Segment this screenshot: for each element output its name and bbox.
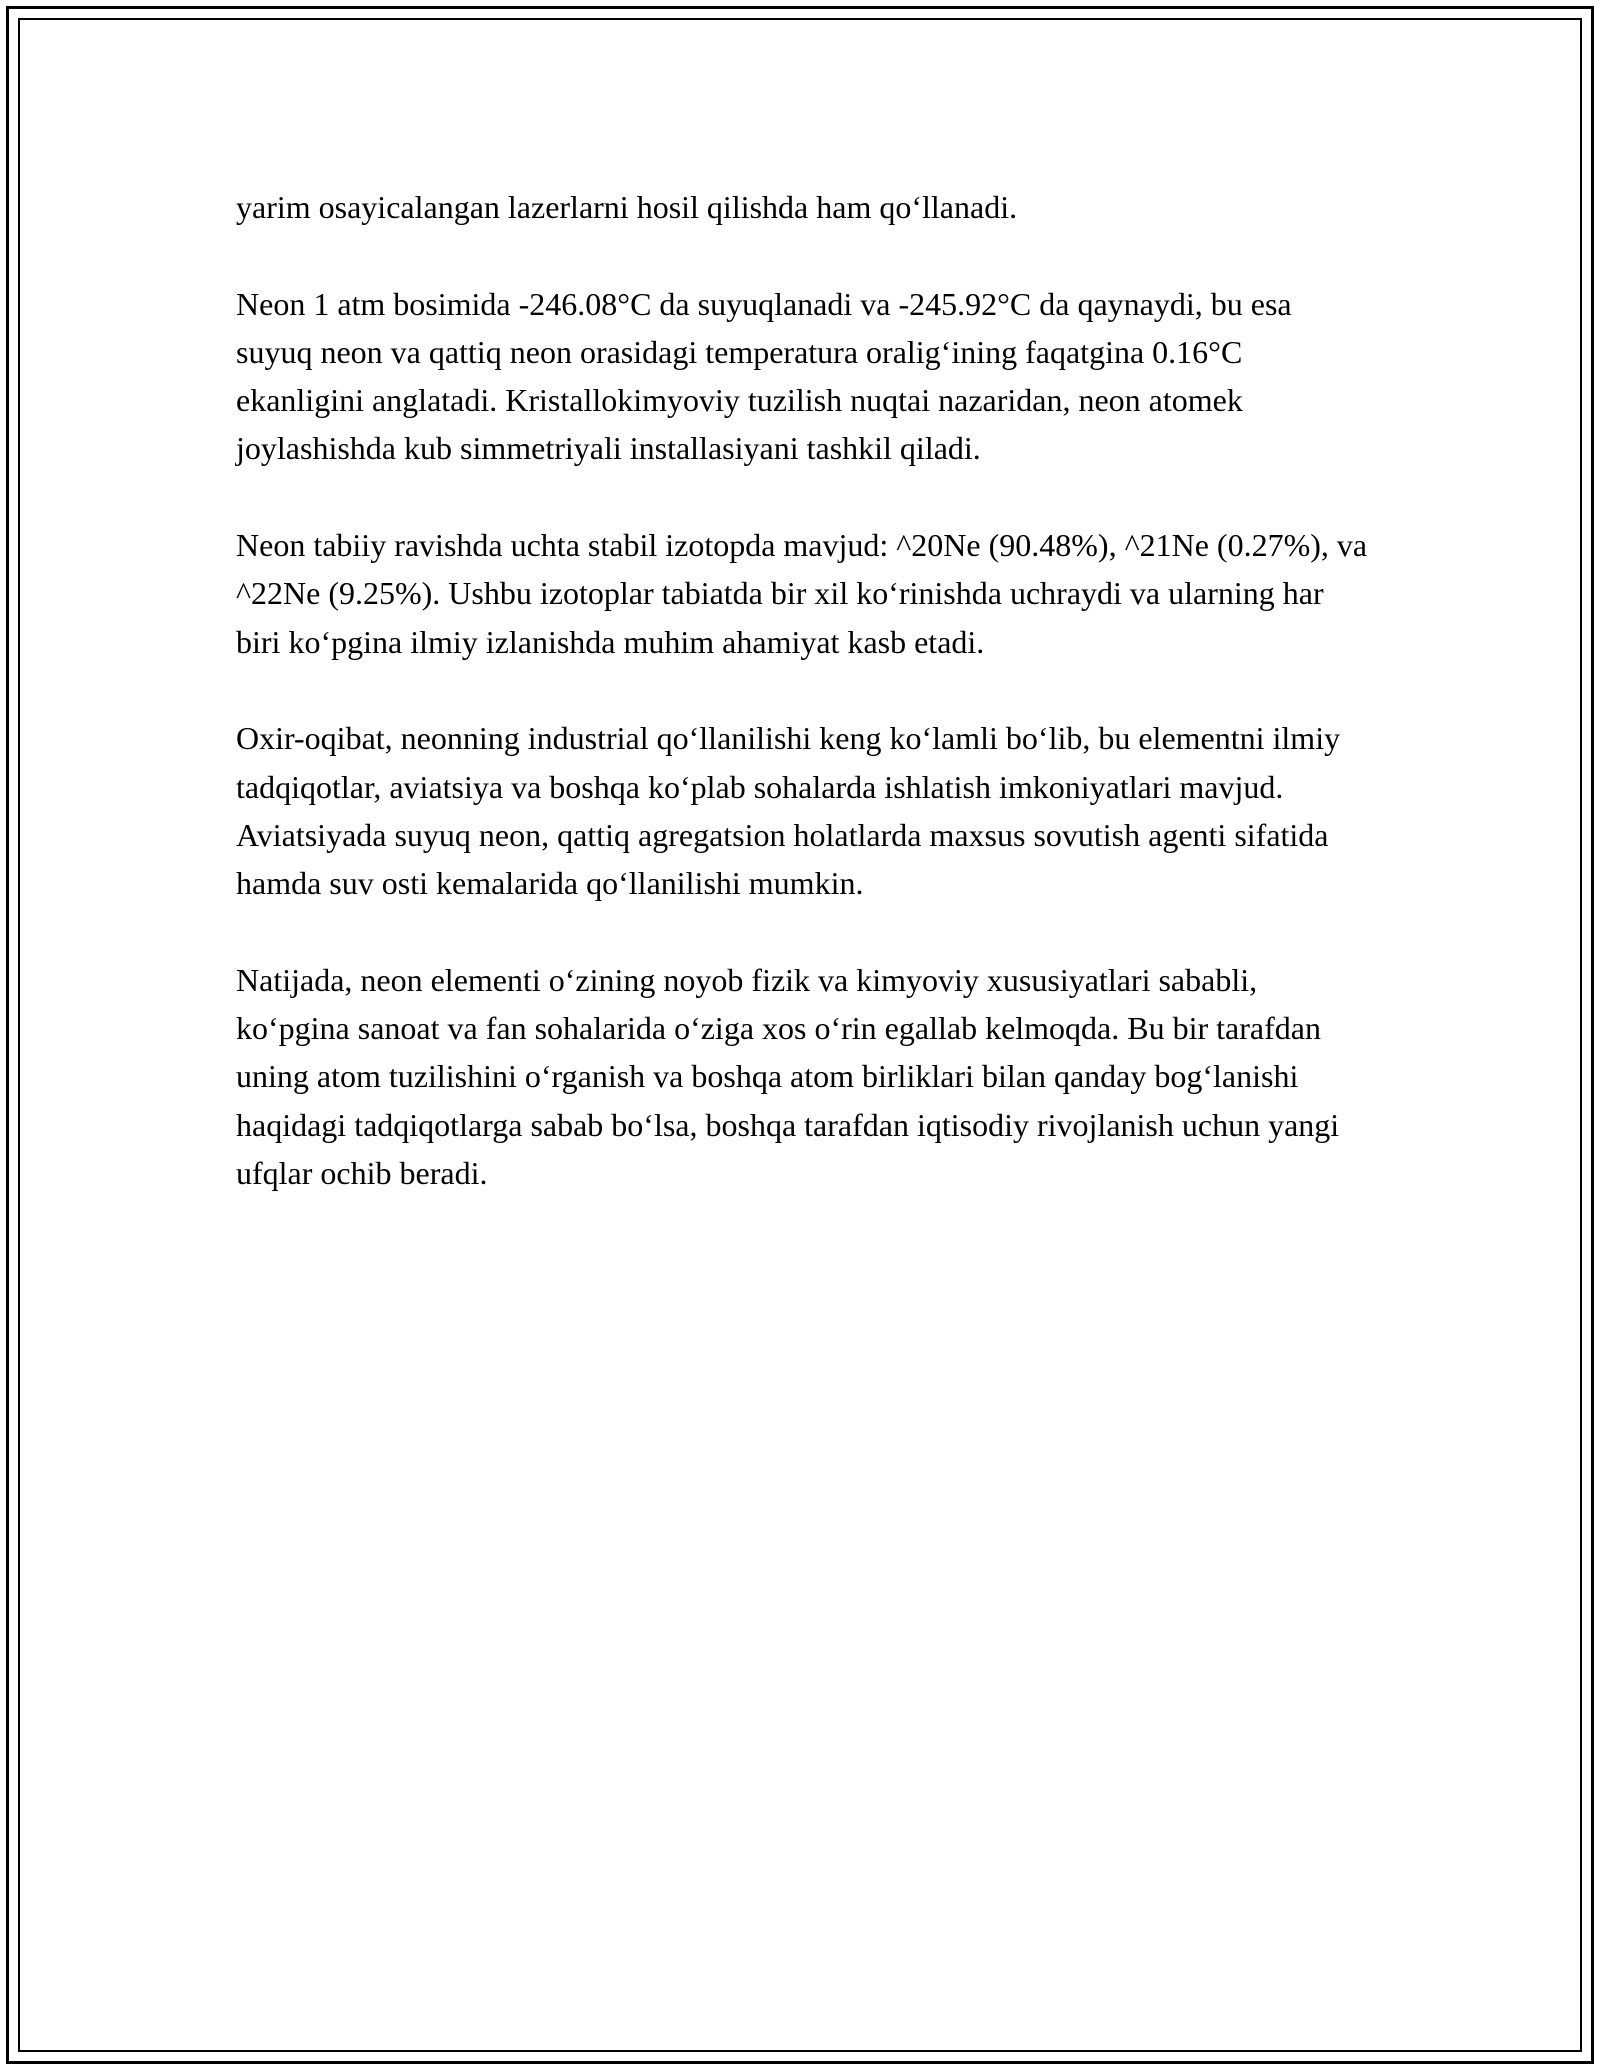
paragraph-melting-boiling: Neon 1 atm bosimida -246.08°C da suyuqlanadi va -245.92°C da qaynaydi, bu esa suyuq neon va qattiq neon orasidagi temperatura oralig‘ining faqatgina 0.16°C ekanligini anglatadi. Kristallokimyoviy tuzilish nuqtai nazaridan, neon atomek joylashishda kub simmetriyali installasiyani tashkil qiladi.: [236, 285, 1292, 467]
paragraph-isotopes: Neon tabiiy ravishda uchta stabil izotopda mavjud: ^20Ne (90.48%), ^21Ne (0.27%), va ^22Ne (9.25%). Ushbu izotoplar tabiatda bir xil ko‘rinishda uchraydi va ularning har biri ko‘pgina ilmiy izlanishda muhim ahamiyat kasb etadi.: [236, 527, 1368, 660]
document-body: [236, 183, 1376, 1246]
paragraph-laser-usage: yarim osayicalangan lazerlarni hosil qilishda ham qo‘llanadi.: [236, 189, 1018, 225]
paragraph-conclusion: Natijada, neon elementi o‘zining noyob fizik va kimyoviy xususiyatlari sababli, ko‘pgina sanoat va fan sohalarida o‘ziga xos o‘rin egallab kelmoqda. Bu bir tarafdan uning atom tuzilishini o‘rganish va boshqa atom birliklari bilan qanday bog‘lanishi haqidagi tadqiqotlarga sabab bo‘lsa, boshqa tarafdan iqtisodiy rivojlanish uchun yangi ufqlar ochib beradi.: [236, 961, 1340, 1191]
paragraph-industrial-use: Oxir-oqibat, neonning industrial qo‘llanilishi keng ko‘lamli bo‘lib, bu elementni ilmiy tadqiqotlar, aviatsiya va boshqa ko‘plab sohalarda ishlatish imkoniyatlari mavjud. Aviatsiyada suyuq neon, qattiq agregatsion holatlarda maxsus sovutish agenti sifatida hamda suv osti kemalarida qo‘llanilishi mumkin.: [236, 720, 1341, 902]
